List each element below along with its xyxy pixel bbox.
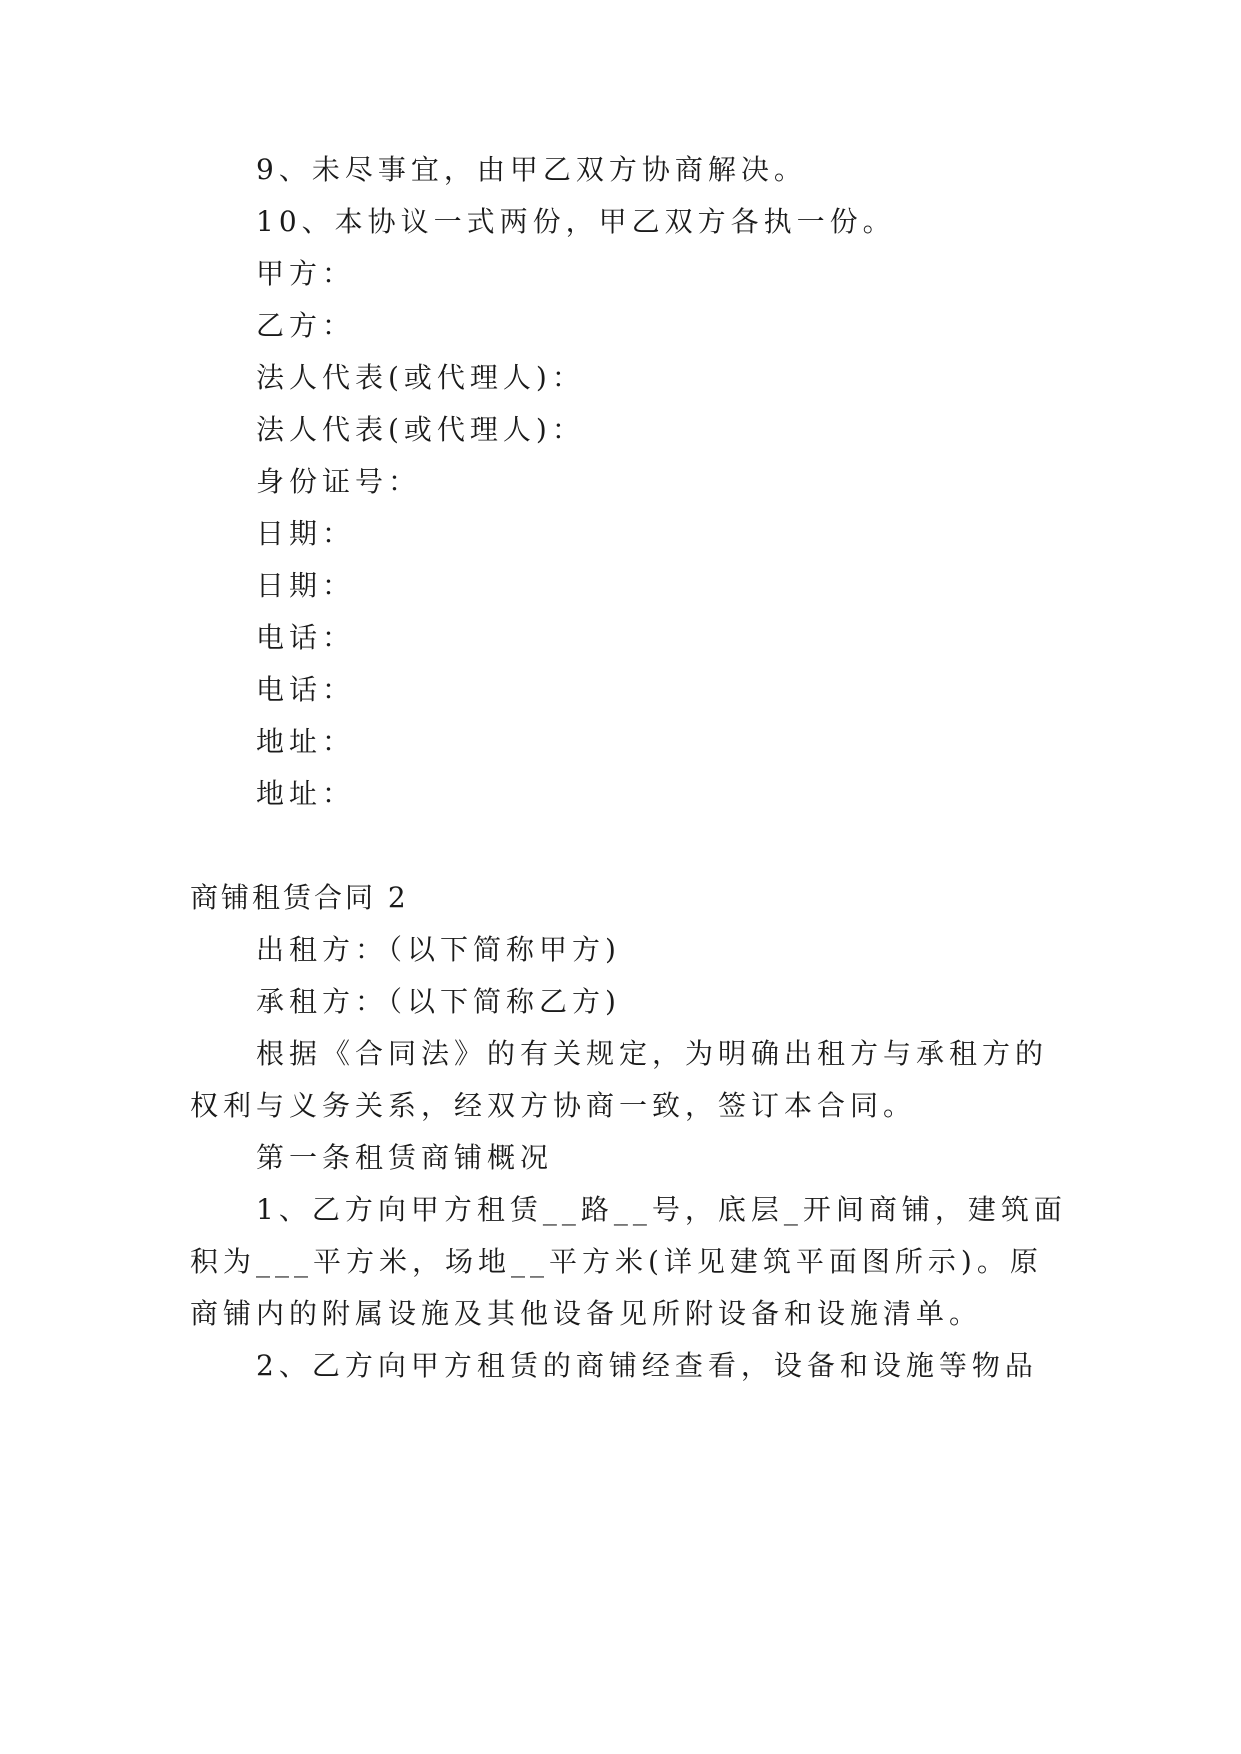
signature-address-b: 地址： xyxy=(256,777,356,810)
signature-party-b: 乙方： xyxy=(256,309,356,342)
contract-title: 商铺租赁合同 2 xyxy=(190,881,409,914)
signature-phone-a: 电话： xyxy=(256,621,356,654)
intro-paragraph-line-1: 根据《合同法》的有关规定，为明确出租方与承租方的 xyxy=(256,1037,1049,1070)
signature-party-a: 甲方： xyxy=(256,257,356,290)
signature-legal-rep-b: 法人代表(或代理人)： xyxy=(256,413,585,446)
signature-legal-rep-a: 法人代表(或代理人)： xyxy=(256,361,585,394)
lessor-line: 出租方：（以下简称甲方) xyxy=(256,933,621,966)
article-1-title: 第一条租赁商铺概况 xyxy=(256,1141,554,1174)
clause-9: 9、未尽事宜，由甲乙双方协商解决。 xyxy=(256,153,807,186)
intro-paragraph-line-2: 权利与义务关系，经双方协商一致，签订本合同。 xyxy=(190,1089,917,1122)
lessee-line: 承租方：（以下简称乙方) xyxy=(256,985,621,1018)
item-1-line-3: 商铺内的附属设施及其他设备见所附设备和设施清单。 xyxy=(190,1297,983,1330)
item-1-line-1: 1、乙方向甲方租赁__路__号，底层_开间商铺，建筑面 xyxy=(256,1193,1067,1226)
clause-10: 10、本协议一式两份，甲乙双方各执一份。 xyxy=(256,205,896,238)
item-2-line-1: 2、乙方向甲方租赁的商铺经查看，设备和设施等物品 xyxy=(256,1349,1038,1382)
signature-date-b: 日期： xyxy=(256,569,356,602)
signature-address-a: 地址： xyxy=(256,725,356,758)
item-1-line-2: 积为___平方米，场地__平方米(详见建筑平面图所示)。原 xyxy=(190,1245,1043,1278)
signature-date-a: 日期： xyxy=(256,517,356,550)
signature-id-number: 身份证号： xyxy=(256,465,422,498)
signature-phone-b: 电话： xyxy=(256,673,356,706)
